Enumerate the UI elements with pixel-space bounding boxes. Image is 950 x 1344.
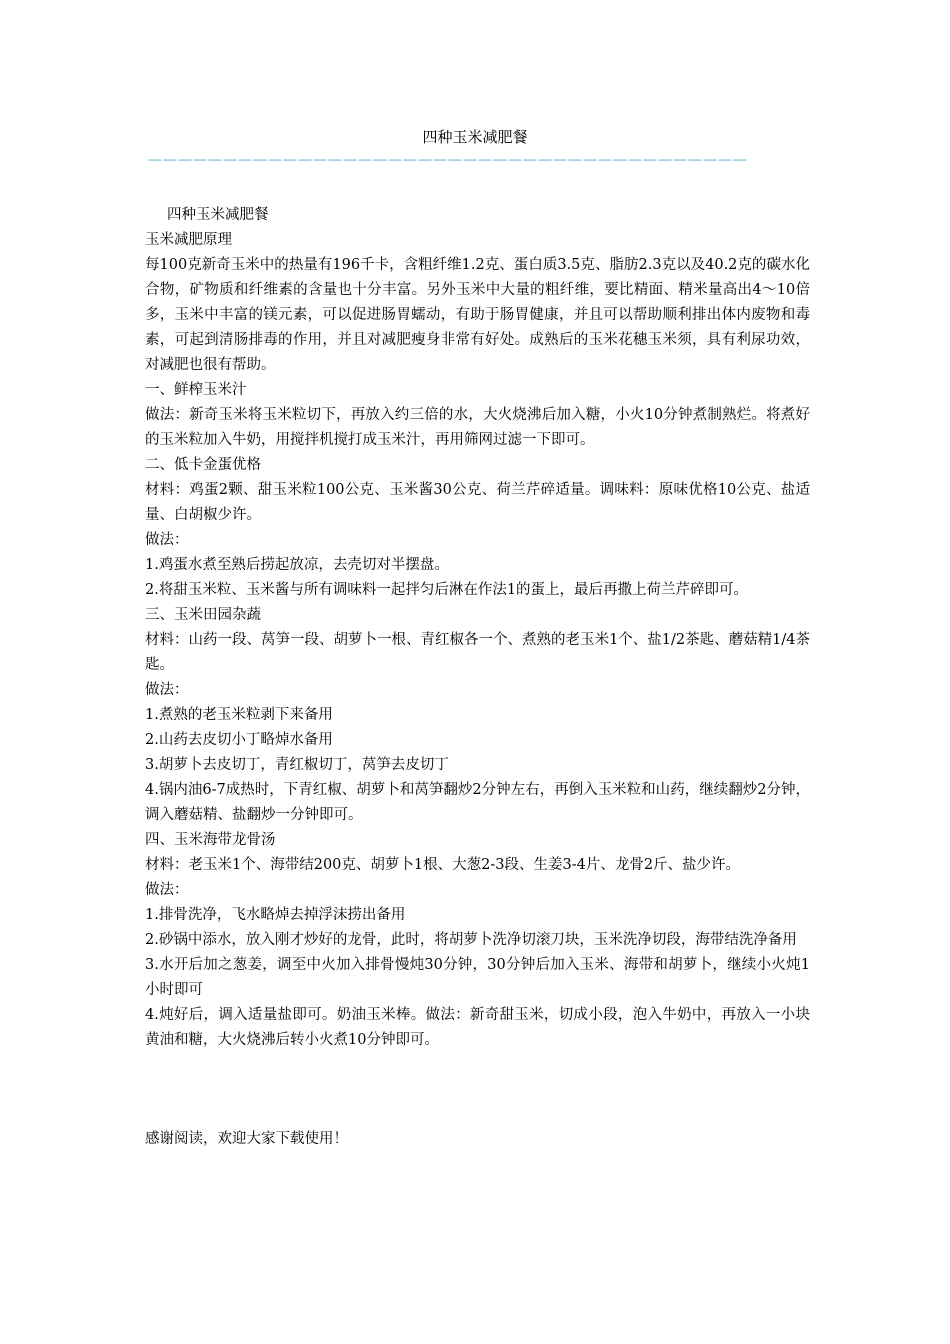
paragraph: 3.胡萝卜去皮切丁，青红椒切丁，莴笋去皮切丁 <box>145 757 449 773</box>
paragraph: 做法： <box>145 882 189 898</box>
paragraph: 3.水开后加之葱姜，调至中火加入排骨慢炖30分钟，30分钟后加入玉米、海带和胡萝卜，继续小火炖1小时即可 <box>145 957 810 998</box>
paragraph: 1.排骨洗净，飞水略焯去掉浮沫捞出备用 <box>145 907 406 923</box>
paragraph: 1.煮熟的老玉米粒剥下来备用 <box>145 707 333 723</box>
section-heading-principle: 玉米减肥原理 <box>145 232 232 248</box>
paragraph: 4.锅内油6-7成热时，下青红椒、胡萝卜和莴笋翻炒2分钟左右，再倒入玉米粒和山药，继续翻炒2分钟，调入蘑菇精、盐翻炒一分钟即可。 <box>145 782 810 823</box>
header-divider: ———————————————————————————————————————— <box>148 152 748 168</box>
paragraph: 2.将甜玉米粒、玉米酱与所有调味料一起拌匀后淋在作法1的蛋上，最后再撒上荷兰芹碎即可。 <box>145 582 749 598</box>
paragraph: 材料：山药一段、莴笋一段、胡萝卜一根、青红椒各一个、煮熟的老玉米1个、盐1/2茶匙、蘑菇精1/4茶匙。 <box>145 632 810 673</box>
section-heading-3: 三、玉米田园杂蔬 <box>145 607 261 623</box>
section-heading-4: 四、玉米海带龙骨汤 <box>145 832 276 848</box>
paragraph: 做法：新奇玉米将玉米粒切下，再放入约三倍的水，大火烧沸后加入糖，小火10分钟煮制熟烂。将煮好的玉米粒加入牛奶，用搅拌机搅打成玉米汁，再用筛网过滤一下即可。 <box>145 407 810 448</box>
paragraph: 1.鸡蛋水煮至熟后捞起放凉，去壳切对半摆盘。 <box>145 557 449 573</box>
section-heading-1: 一、鲜榨玉米汁 <box>145 382 247 398</box>
header-title: 四种玉米减肥餐 <box>422 128 528 146</box>
paragraph: 2.山药去皮切小丁略焯水备用 <box>145 732 333 748</box>
paragraph: 做法： <box>145 532 189 548</box>
paragraph: 材料：鸡蛋2颗、甜玉米粒100公克、玉米酱30公克、荷兰芹碎适量。调味料：原味优格10公克、盐适量、白胡椒少许。 <box>145 482 810 523</box>
paragraph: 4.炖好后，调入适量盐即可。奶油玉米棒。做法：新奇甜玉米，切成小段，泡入牛奶中，再放入一小块黄油和糖，大火烧沸后转小火煮10分钟即可。 <box>145 1007 810 1048</box>
section-heading-2: 二、低卡金蛋优格 <box>145 457 261 473</box>
paragraph: 材料：老玉米1个、海带结200克、胡萝卜1根、大葱2-3段、生姜3-4片、龙骨2斤、盐少许。 <box>145 857 741 873</box>
spacer <box>145 1053 810 1127</box>
paragraph-principle: 每100克新奇玉米中的热量有196千卡，含粗纤维1.2克、蛋白质3.5克、脂肪2.3克以及40.2克的碳水化合物，矿物质和纤维素的含量也十分丰富。另外玉米中大量的粗纤维，要比精面、精米量高出4～10倍多，玉米中丰富的镁元素，可以促进肠胃蠕动，有助于肠胃健康，并且可以帮助顺利排出体内废物和毒素，可起到清肠排毒的作用，并且对减肥瘦身非常有好处。成熟后的玉米花穗玉米须，具有利尿功效，对减肥也很有帮助。 <box>145 257 810 373</box>
paragraph: 2.砂锅中添水，放入刚才炒好的龙骨，此时，将胡萝卜洗净切滚刀块，玉米洗净切段，海带结洗净备用 <box>145 932 797 948</box>
document-body <box>145 203 810 1152</box>
closing-note: 感谢阅读，欢迎大家下载使用！ <box>145 1131 348 1147</box>
document-subtitle: 四种玉米减肥餐 <box>167 207 269 223</box>
paragraph: 做法： <box>145 682 189 698</box>
